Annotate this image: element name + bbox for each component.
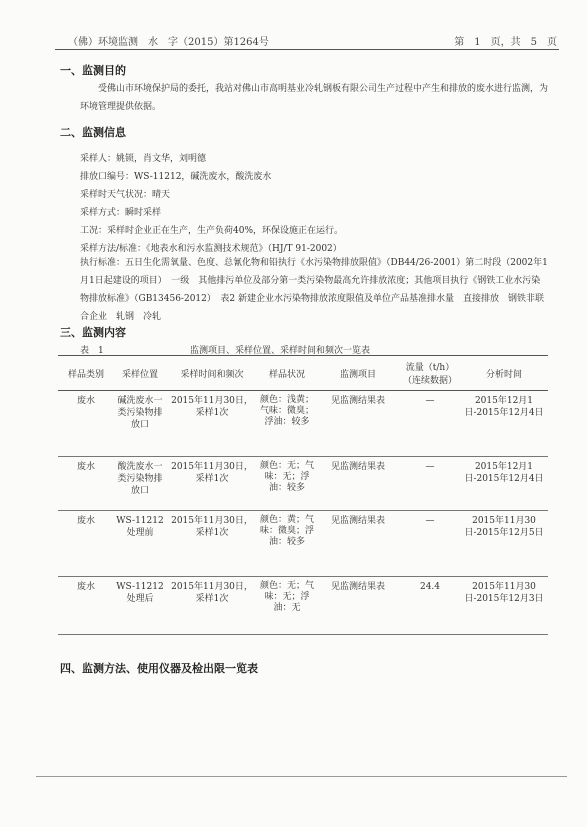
cell-sample-type: 废水 xyxy=(58,511,114,577)
cell-time-frequency: 2015年11月30日，采样1次 xyxy=(166,511,258,577)
cell-location: WS-11212处理后 xyxy=(114,577,166,635)
outlet-line: 排放口编号：WS-11212，碱洗废水，酸洗废水 xyxy=(80,172,272,182)
header-sample-state: 样品状况 xyxy=(258,356,316,391)
cell-flow: — xyxy=(400,511,460,577)
cell-sample-state: 颜色：浅黄；气味：微臭；浮油：较多 xyxy=(258,391,316,457)
header-location: 采样位置 xyxy=(114,356,166,391)
cell-sample-state: 颜色：无；气味：无；浮油：无 xyxy=(258,577,316,635)
cell-location: 酸洗废水一类污染物排放口 xyxy=(114,457,166,511)
weather-line: 采样时天气状况：晴天 xyxy=(80,190,171,200)
cell-time-frequency: 2015年11月30日，采样1次 xyxy=(166,457,258,511)
table-number: 表 1 xyxy=(80,346,104,356)
footer-divider xyxy=(36,776,567,777)
header-items: 监测项目 xyxy=(316,356,400,391)
cell-items: 见监测结果表 xyxy=(316,577,400,635)
cell-time-frequency: 2015年11月30日，采样1次 xyxy=(166,577,258,635)
page-header xyxy=(68,33,557,47)
table-header-row xyxy=(58,356,548,391)
header-divider xyxy=(55,49,559,50)
header-analysis-time: 分析时间 xyxy=(460,356,548,391)
cell-flow: — xyxy=(400,457,460,511)
cell-analysis-time: 2015年12月1日-2015年12月4日 xyxy=(460,457,548,511)
cell-sample-type: 废水 xyxy=(58,577,114,635)
cell-analysis-time: 2015年11月30日-2015年12月5日 xyxy=(460,511,548,577)
header-time-frequency: 采样时间和频次 xyxy=(166,356,258,391)
table-row xyxy=(58,457,548,511)
cell-flow: — xyxy=(400,391,460,457)
cell-sample-state: 颜色：无；气味：无；浮油：较多 xyxy=(258,457,316,511)
condition-line: 工况：采样时企业正在生产，生产负荷40%，环保设施正在运行。 xyxy=(80,226,344,236)
section-4-title: 四、监测方法、使用仪器及检出限一览表 xyxy=(60,662,258,675)
cell-location: 碱洗废水一类污染物排放口 xyxy=(114,391,166,457)
sampling-mode-line: 采样方式：瞬时采样 xyxy=(80,208,162,218)
cell-sample-type: 废水 xyxy=(58,391,114,457)
cell-sample-state: 颜色：黄；气味：微臭；浮油：较多 xyxy=(258,511,316,577)
sampling-standard-line: 采样方法/标准：《地表水和污水监测技术规范》（HJ/T 91-2002） xyxy=(80,244,342,254)
header-sample-type: 样品类别 xyxy=(58,356,114,391)
table-row xyxy=(58,577,548,635)
monitoring-table xyxy=(58,355,548,635)
samplers-line: 采样人：姚锁，肖文华，刘明德 xyxy=(80,154,207,164)
section-1-body: 受佛山市环境保护局的委托，我站对佛山市高明基业冷轧钢板有限公司生产过程中产生和排放的废水进行监测，为环境管理提供依据。 xyxy=(80,84,549,112)
section-2-title: 二、监测信息 xyxy=(60,126,126,139)
header-flow: 流量（t/h）（连续数据） xyxy=(400,356,460,391)
section-3-title: 三、监测内容 xyxy=(60,326,126,339)
report-number: （佛）环境监测 水 字（2015）第1264号 xyxy=(68,37,269,48)
cell-location: WS-11212处理前 xyxy=(114,511,166,577)
table-row xyxy=(58,511,548,577)
cell-items: 见监测结果表 xyxy=(316,391,400,457)
cell-flow: 24.4 xyxy=(400,577,460,635)
cell-time-frequency: 2015年11月30日，采样1次 xyxy=(166,391,258,457)
section-1-title: 一、监测目的 xyxy=(60,64,126,77)
page-indicator: 第 1 页，共 5 页 xyxy=(454,37,557,48)
cell-sample-type: 废水 xyxy=(58,457,114,511)
exec-standard-paragraph: 执行标准：五日生化需氧量、色度、总氰化物和铅执行《水污染物排放限值》（DB44/26-2001）第二时段（2002年1月1日起建设的项目） 一级 其他排污单位及部分第一类污染物最高允许排放浓度；其他项目执行《钢铁工业水污染物排放标准》（GB13456-2012） 表2 新建企业水污染物排放浓度限值及单位产品基准排水量 直接排放 钢铁非联合企业 轧钢 冷轧 xyxy=(80,258,548,322)
cell-analysis-time: 2015年12月1日-2015年12月4日 xyxy=(460,391,548,457)
cell-items: 见监测结果表 xyxy=(316,457,400,511)
cell-analysis-time: 2015年11月30日-2015年12月3日 xyxy=(460,577,548,635)
cell-items: 见监测结果表 xyxy=(316,511,400,577)
table-title: 监测项目、采样位置、采样时间和频次一览表 xyxy=(190,346,371,356)
table-row xyxy=(58,391,548,457)
